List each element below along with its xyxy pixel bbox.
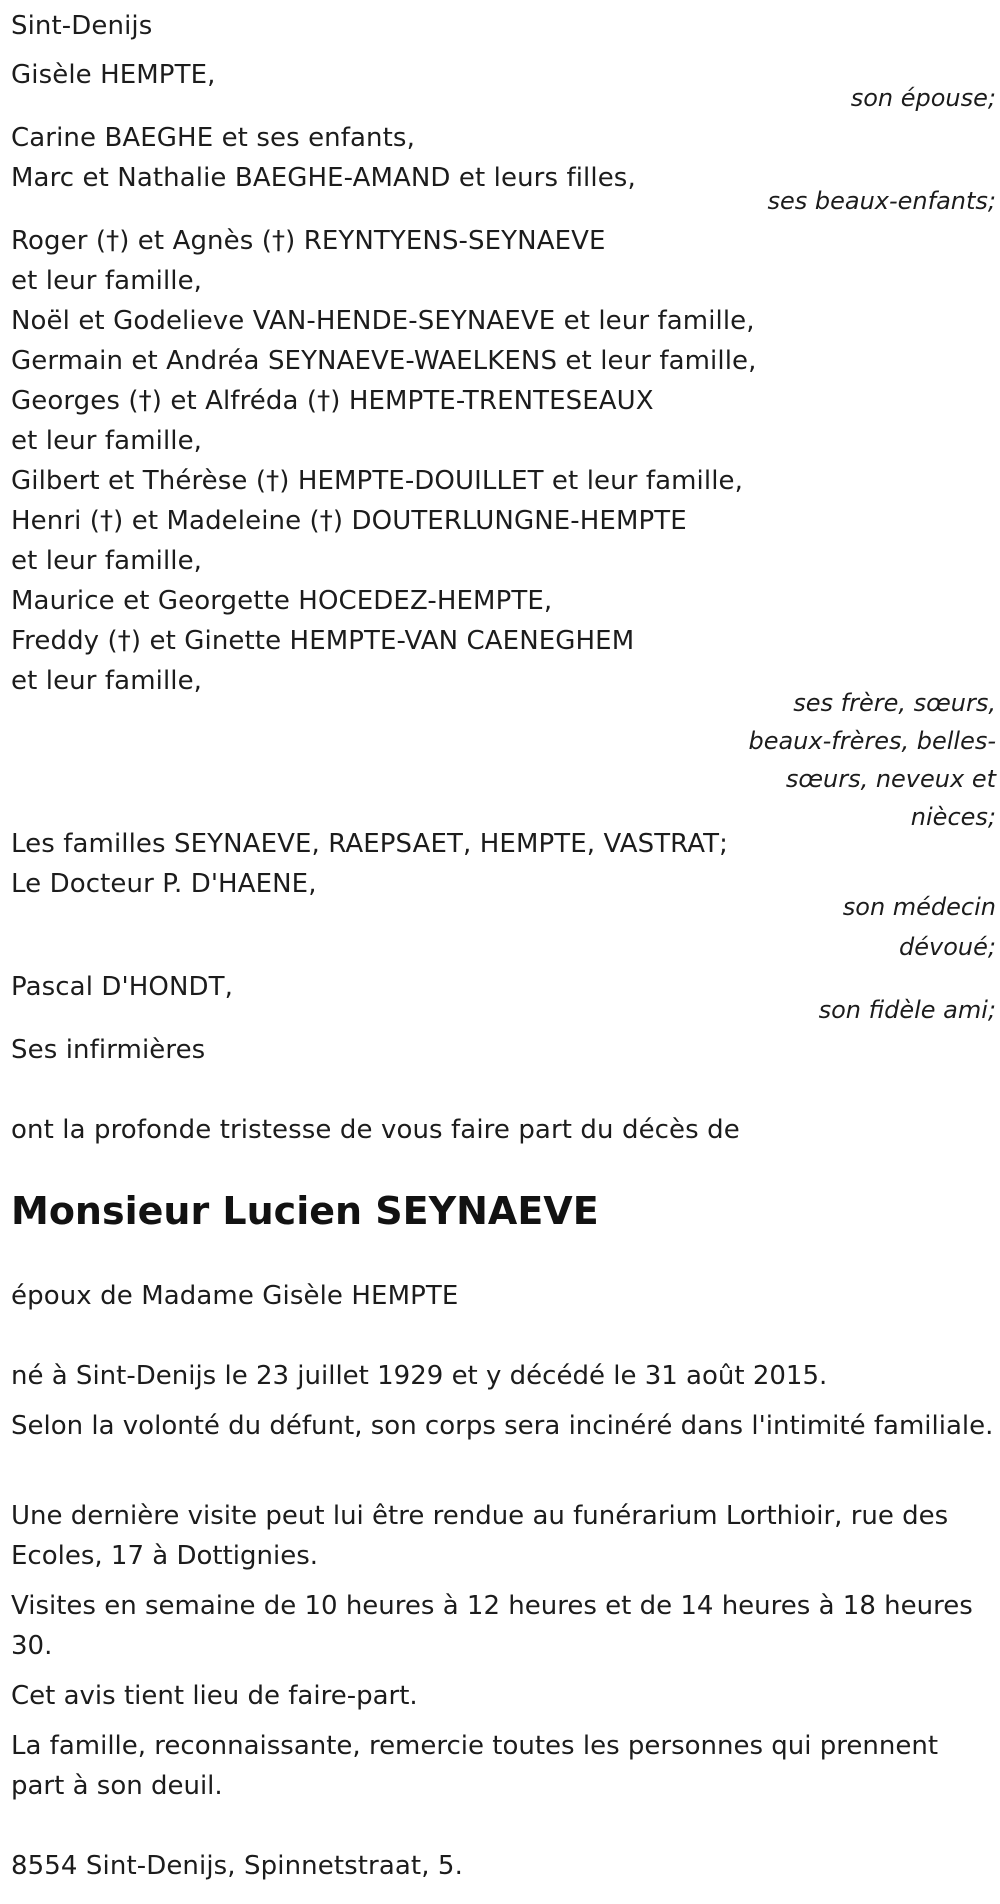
spouse-line: époux de Madame Gisèle HEMPTE bbox=[11, 1281, 459, 1311]
visit-paragraph: Une dernière visite peut lui être rendue au funérarium Lorthioir, rue des Ecoles, 17 à Dottignies. bbox=[11, 1501, 949, 1571]
family-line: Ses infirmières bbox=[11, 1035, 206, 1065]
family-line: Freddy (†) et Ginette HEMPTE-VAN CAENEGHEM bbox=[11, 626, 635, 656]
relation-friend: son fidèle ami; bbox=[818, 996, 996, 1024]
family-line: et leur famille, bbox=[11, 666, 203, 696]
family-line: Le Docteur P. D'HAENE, bbox=[11, 869, 317, 899]
deceased-name: Monsieur Lucien SEYNAEVE bbox=[11, 1189, 599, 1233]
family-line: Marc et Nathalie BAEGHE-AMAND et leurs filles, bbox=[11, 163, 636, 193]
family-line: Maurice et Georgette HOCEDEZ-HEMPTE, bbox=[11, 586, 553, 616]
cremation-paragraph: Selon la volonté du défunt, son corps sera incinéré dans l'intimité familiale. bbox=[11, 1411, 994, 1441]
family-line: et leur famille, bbox=[11, 266, 203, 296]
announcement-text: ont la profonde tristesse de vous faire part du décès de bbox=[11, 1115, 740, 1145]
visiting-hours-paragraph: Visites en semaine de 10 heures à 12 heures et de 14 heures à 18 heures 30. bbox=[11, 1591, 973, 1661]
relation-stepchildren: ses beaux-enfants; bbox=[767, 187, 996, 215]
family-line: Carine BAEGHE et ses enfants, bbox=[11, 123, 415, 153]
relation-siblings: ses frère, sœurs, beaux-frères, belles-sœurs, neveux et nièces; bbox=[748, 689, 996, 831]
family-line: Pascal D'HONDT, bbox=[11, 972, 234, 1002]
family-line: Roger (†) et Agnès (†) REYNTYENS-SEYNAEVE bbox=[11, 226, 606, 256]
family-line: et leur famille, bbox=[11, 546, 203, 576]
family-line: Georges (†) et Alfréda (†) HEMPTE-TRENTESEAUX bbox=[11, 386, 654, 416]
address-line: 8554 Sint-Denijs, Spinnetstraat, 5. bbox=[11, 1851, 463, 1881]
notice-paragraph: Cet avis tient lieu de faire-part. bbox=[11, 1681, 418, 1711]
place-heading: Sint-Denijs bbox=[11, 11, 153, 41]
thanks-paragraph: La famille, reconnaissante, remercie toutes les personnes qui prennent part à son deuil. bbox=[11, 1731, 939, 1801]
family-line: Henri (†) et Madeleine (†) DOUTERLUNGNE-HEMPTE bbox=[11, 506, 687, 536]
family-line: Noël et Godelieve VAN-HENDE-SEYNAEVE et leur famille, bbox=[11, 306, 755, 336]
relation-spouse: son épouse; bbox=[850, 84, 996, 112]
relation-doctor: son médecin dévoué; bbox=[842, 893, 996, 961]
birth-death-paragraph: né à Sint-Denijs le 23 juillet 1929 et y décédé le 31 août 2015. bbox=[11, 1361, 828, 1391]
family-line: Les familles SEYNAEVE, RAEPSAET, HEMPTE, VASTRAT; bbox=[11, 829, 729, 859]
family-line: et leur famille, bbox=[11, 426, 203, 456]
family-line: Gilbert et Thérèse (†) HEMPTE-DOUILLET et leur famille, bbox=[11, 466, 743, 496]
family-line: Gisèle HEMPTE, bbox=[11, 60, 216, 90]
family-line: Germain et Andréa SEYNAEVE-WAELKENS et leur famille, bbox=[11, 346, 757, 376]
